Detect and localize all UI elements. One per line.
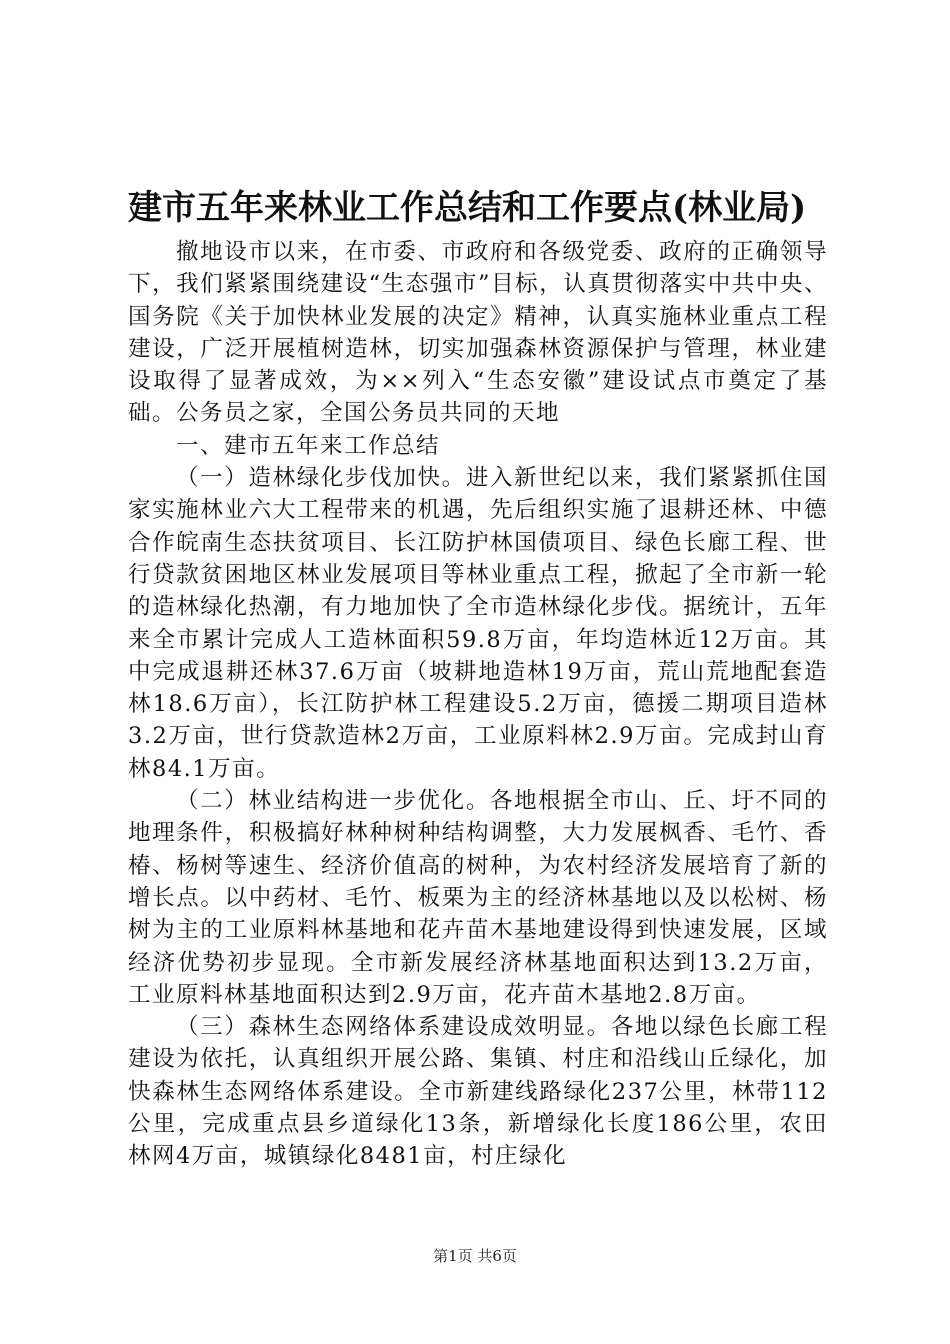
paragraph-afforestation: （一）造林绿化步伐加快。进入新世纪以来，我们紧紧抓住国家实施林业六大工程带来的机遇，先后组织实施了退耕还林、中德合作皖南生态扶贫项目、长江防护林国债项目、绿色长廊工程、世行贷款贫困地区林业发展项目等林业重点工程，掀起了全市新一轮的造林绿化热潮，有力地加快了全市造林绿化步伐。据统计，五年来全市累计完成人工造林面积59.8万亩，年均造林近12万亩。其中完成退耕还林37.6万亩（坡耕地造林19万亩，荒山荒地配套造林18.6万亩），长江防护林工程建设5.2万亩，德援二期项目造林3.2万亩，世行贷款造林2万亩，工业原料林2.9万亩。完成封山育林84.1万亩。 (128, 465, 828, 782)
page-footer: 第1页 共6页 (433, 1247, 517, 1265)
section-heading: 一、建市五年来工作总结 (176, 432, 441, 459)
document-title: 建市五年来林业工作总结和工作要点(林业局) (128, 188, 807, 228)
paragraph-structure: （二）林业结构进一步优化。各地根据全市山、丘、圩不同的地理条件，积极搞好林种树种结构调整，大力发展枫香、毛竹、香椿、杨树等速生、经济价值高的树种，为农村经济发展培育了新的增长点。以中药材、毛竹、板栗为主的经济林基地以及以松树、杨树为主的工业原料林基地和花卉苗木基地建设得到快速发展，区域经济优势初步显现。全市新发展经济林基地面积达到13.2万亩，工业原料林基地面积达到2.9万亩，花卉苗木基地2.8万亩。 (128, 788, 828, 1008)
document-body (128, 236, 828, 1173)
intro-paragraph: 撤地设市以来，在市委、市政府和各级党委、政府的正确领导下，我们紧紧围绕建设“生态强市”目标，认真贯彻落实中共中央、国务院《关于加快林业发展的决定》精神，认真实施林业重点工程建设，广泛开展植树造林，切实加强森林资源保护与管理，林业建设取得了显著成效，为××列入“生态安徽”建设试点市奠定了基础。公务员之家，全国公务员共同的天地 (128, 239, 828, 427)
paragraph-ecological-network: （三）森林生态网络体系建设成效明显。各地以绿色长廊工程建设为依托，认真组织开展公路、集镇、村庄和沿线山丘绿化，加快森林生态网络体系建设。全市新建线路绿化237公里，林带112公里，完成重点县乡道绿化13条，新增绿化长度186公里，农田林网4万亩，城镇绿化8481亩，村庄绿化 (128, 1014, 828, 1170)
